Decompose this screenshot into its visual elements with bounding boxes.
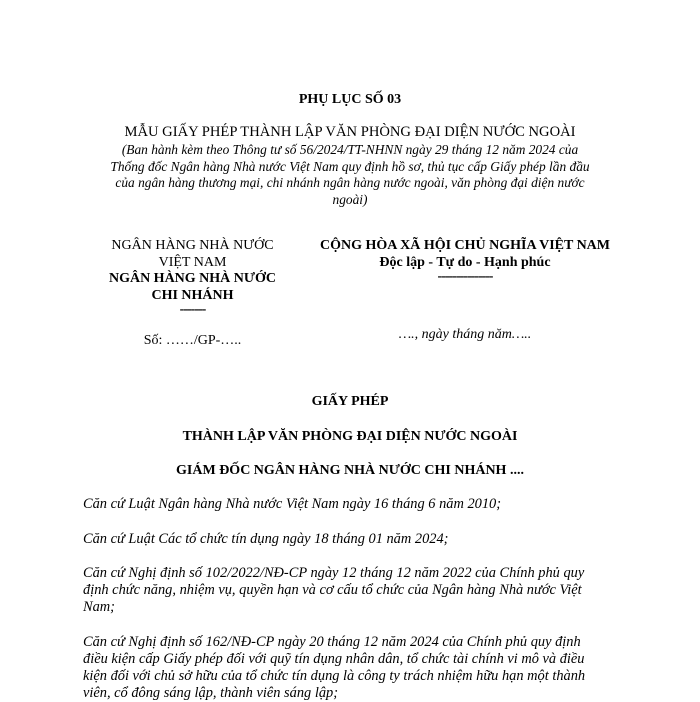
license-title: GIẤY PHÉP: [311, 394, 389, 409]
paragraph-line: điều kiện cấp Giấy phép đối với quỹ tín dụng nhân dân, tổ chức tài chính vi mô và điều: [83, 651, 585, 667]
legal-basis-paragraph: [83, 496, 617, 513]
legal-basis-paragraph: [83, 634, 617, 702]
paragraph-line: Nam;: [83, 599, 115, 615]
national-divider: ---------------: [437, 269, 493, 284]
paragraph-line: Căn cứ Nghị định số 102/2022/NĐ-CP ngày 12 tháng 12 năm 2022 của Chính phủ quy: [83, 565, 585, 581]
intro-line: của ngân hàng thương mại, chi nhánh ngân hàng nước ngoài, văn phòng đại diện nước: [115, 175, 585, 190]
legal-basis-paragraph: [83, 565, 617, 616]
national-motto: Độc lập - Tự do - Hạnh phúc: [379, 254, 551, 270]
issuer-divider: -------: [179, 302, 206, 317]
issuer-name-line2: VIỆT NAM: [158, 254, 227, 270]
paragraph-line: Căn cứ Nghị định số 162/NĐ-CP ngày 20 tháng 12 năm 2024 của Chính phủ quy định: [83, 634, 581, 650]
issuer-block: [80, 238, 305, 350]
intro-line: Thống đốc Ngân hàng Nhà nước Việt Nam quy định hồ sơ, thủ tục cấp Giấy phép lần đầu: [110, 158, 590, 174]
national-name: CỘNG HÒA XÃ HỘI CHỦ NGHĨA VIỆT NAM: [319, 238, 610, 253]
issuer-name-line1: NGÂN HÀNG NHÀ NƯỚC: [111, 238, 274, 253]
issuer-branch-line2: CHI NHÁNH: [151, 287, 234, 303]
paragraph-line: viên, cổ đông sáng lập, thành viên sáng lập;: [83, 685, 338, 701]
license-number: Số: ……/GP-…..: [143, 333, 242, 348]
national-block: [300, 238, 630, 344]
appendix-title: PHỤ LỤC SỐ 03: [298, 92, 402, 107]
license-subtitle: THÀNH LẬP VĂN PHÒNG ĐẠI DIỆN NƯỚC NGOÀI: [182, 429, 518, 444]
form-title: MẪU GIẤY PHÉP THÀNH LẬP VĂN PHÒNG ĐẠI DIỆN NƯỚC NGOÀI: [124, 124, 576, 140]
paragraph-line: định chức năng, nhiệm vụ, quyền hạn và cơ cấu tổ chức của Ngân hàng Nhà nước Việt: [83, 582, 582, 598]
intro-line: (Ban hành kèm theo Thông tư số 56/2024/TT-NHNN ngày 29 tháng 12 năm 2024 của: [121, 142, 579, 157]
paragraph-line: kiện đối với chủ sở hữu của tổ chức tín dụng là công ty trách nhiệm hữu hạn một thành: [83, 668, 586, 684]
legal-basis-paragraph: [83, 531, 617, 548]
paragraph-line: Căn cứ Luật Các tổ chức tín dụng ngày 18 tháng 01 năm 2024;: [83, 531, 449, 547]
paragraph-line: Căn cứ Luật Ngân hàng Nhà nước Việt Nam ngày 16 tháng 6 năm 2010;: [83, 496, 502, 512]
intro-line: ngoài): [332, 191, 368, 207]
issue-date: …., ngày tháng năm…..: [398, 327, 532, 342]
director-title: GIÁM ĐỐC NGÂN HÀNG NHÀ NƯỚC CHI NHÁNH ....: [176, 463, 524, 478]
intro-note: [90, 142, 610, 208]
issuer-branch-line1: NGÂN HÀNG NHÀ NƯỚC: [108, 271, 277, 286]
